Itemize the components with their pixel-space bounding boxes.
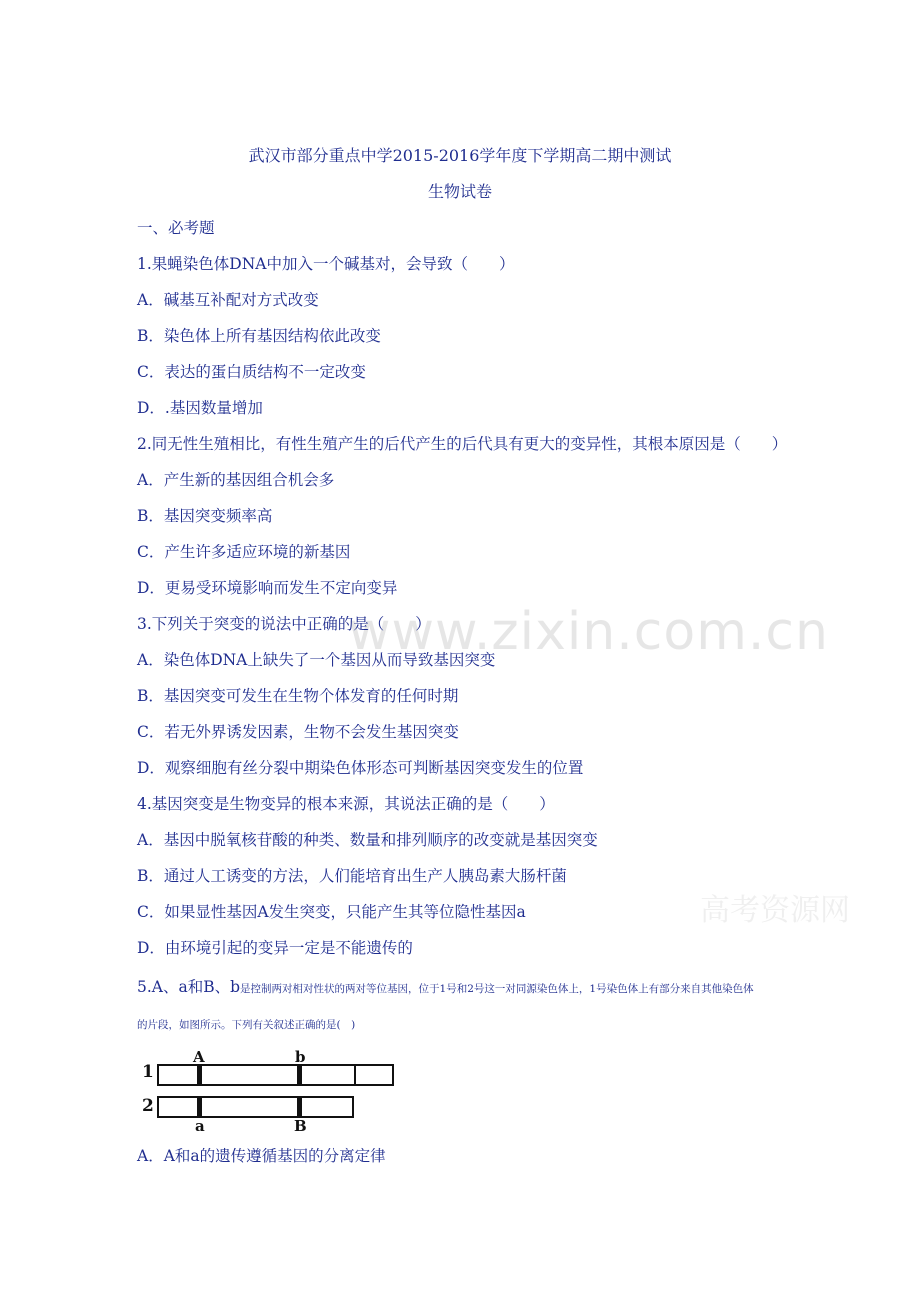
gene-a-label: a: [195, 1117, 205, 1132]
question-stem-continued: 的片段，如图所示。下列有关叙述正确的是( ): [137, 1019, 356, 1031]
option: C．如果显性基因A发生突变，只能产生其等位隐性基因a: [137, 903, 526, 921]
gene-a-band: [197, 1097, 202, 1117]
gene-B-label: B: [294, 1117, 307, 1132]
option: B．染色体上所有基因结构依此改变: [137, 327, 381, 345]
option: B．基因突变可发生在生物个体发育的任何时期: [137, 687, 459, 705]
option: A．染色体DNA上缺失了一个基因从而导致基因突变: [137, 651, 496, 669]
watermark-secondary: 高考资源网: [700, 893, 850, 928]
chromosome-2: [158, 1097, 353, 1117]
chromosome-1-label: 1: [142, 1062, 154, 1082]
option: D．.基因数量增加: [137, 399, 263, 417]
question-stem: 3.下列关于突变的说法中正确的是（ ）: [137, 615, 431, 633]
option: C．若无外界诱发因素，生物不会发生基因突变: [137, 723, 459, 741]
option: D．更易受环境影响而发生不定向变异: [137, 579, 398, 597]
question-stem-rest: 是控制两对相对性状的两对等位基因，位于1号和2号这一对同源染色体上，1号染色体上有部分来自其他染色体: [240, 983, 754, 995]
gene-b-label: b: [295, 1048, 306, 1066]
exam-subtitle: 生物试卷: [427, 182, 492, 201]
watermark: www.zixin.com.cn: [348, 602, 829, 662]
question-stem: 4.基因突变是生物变异的根本来源，其说法正确的是（ ）: [137, 795, 555, 813]
chromosome-1: [158, 1065, 393, 1085]
gene-A-label: A: [193, 1048, 205, 1066]
gene-b-band: [297, 1065, 302, 1085]
chromosome-2-label: 2: [142, 1096, 154, 1116]
gene-A-band: [197, 1065, 202, 1085]
option: C．产生许多适应环境的新基因: [137, 543, 351, 561]
option: D．观察细胞有丝分裂中期染色体形态可判断基因突变发生的位置: [137, 759, 584, 777]
option: A．基因中脱氧核苷酸的种类、数量和排列顺序的改变就是基因突变: [137, 831, 598, 849]
chromosome-diagram: [140, 1040, 400, 1132]
question-stem: 1.果蝇染色体DNA中加入一个碱基对，会导致（ ）: [137, 255, 515, 273]
question-stem: 2.同无性生殖相比，有性生殖产生的后代产生的后代具有更大的变异性，其根本原因是（ ）: [137, 435, 788, 453]
section-heading: 一、必考题: [137, 219, 215, 237]
question-stem-lead: 5.A、a和B、b: [137, 978, 241, 996]
option: D．由环境引起的变异一定是不能遗传的: [137, 939, 413, 957]
gene-B-band: [297, 1097, 302, 1117]
option: C．表达的蛋白质结构不一定改变: [137, 363, 366, 381]
option: B．通过人工诱变的方法，人们能培育出生产人胰岛素大肠杆菌: [137, 867, 567, 885]
option: A．产生新的基因组合机会多: [137, 471, 335, 489]
question-stem: [137, 977, 754, 999]
option: B．基因突变频率高: [137, 507, 273, 525]
option: A．碱基互补配对方式改变: [137, 291, 319, 309]
exam-title: 武汉市部分重点中学2015-2016学年度下学期高二期中测试: [248, 146, 672, 165]
option: A．A和a的遗传遵循基因的分离定律: [137, 1147, 386, 1165]
